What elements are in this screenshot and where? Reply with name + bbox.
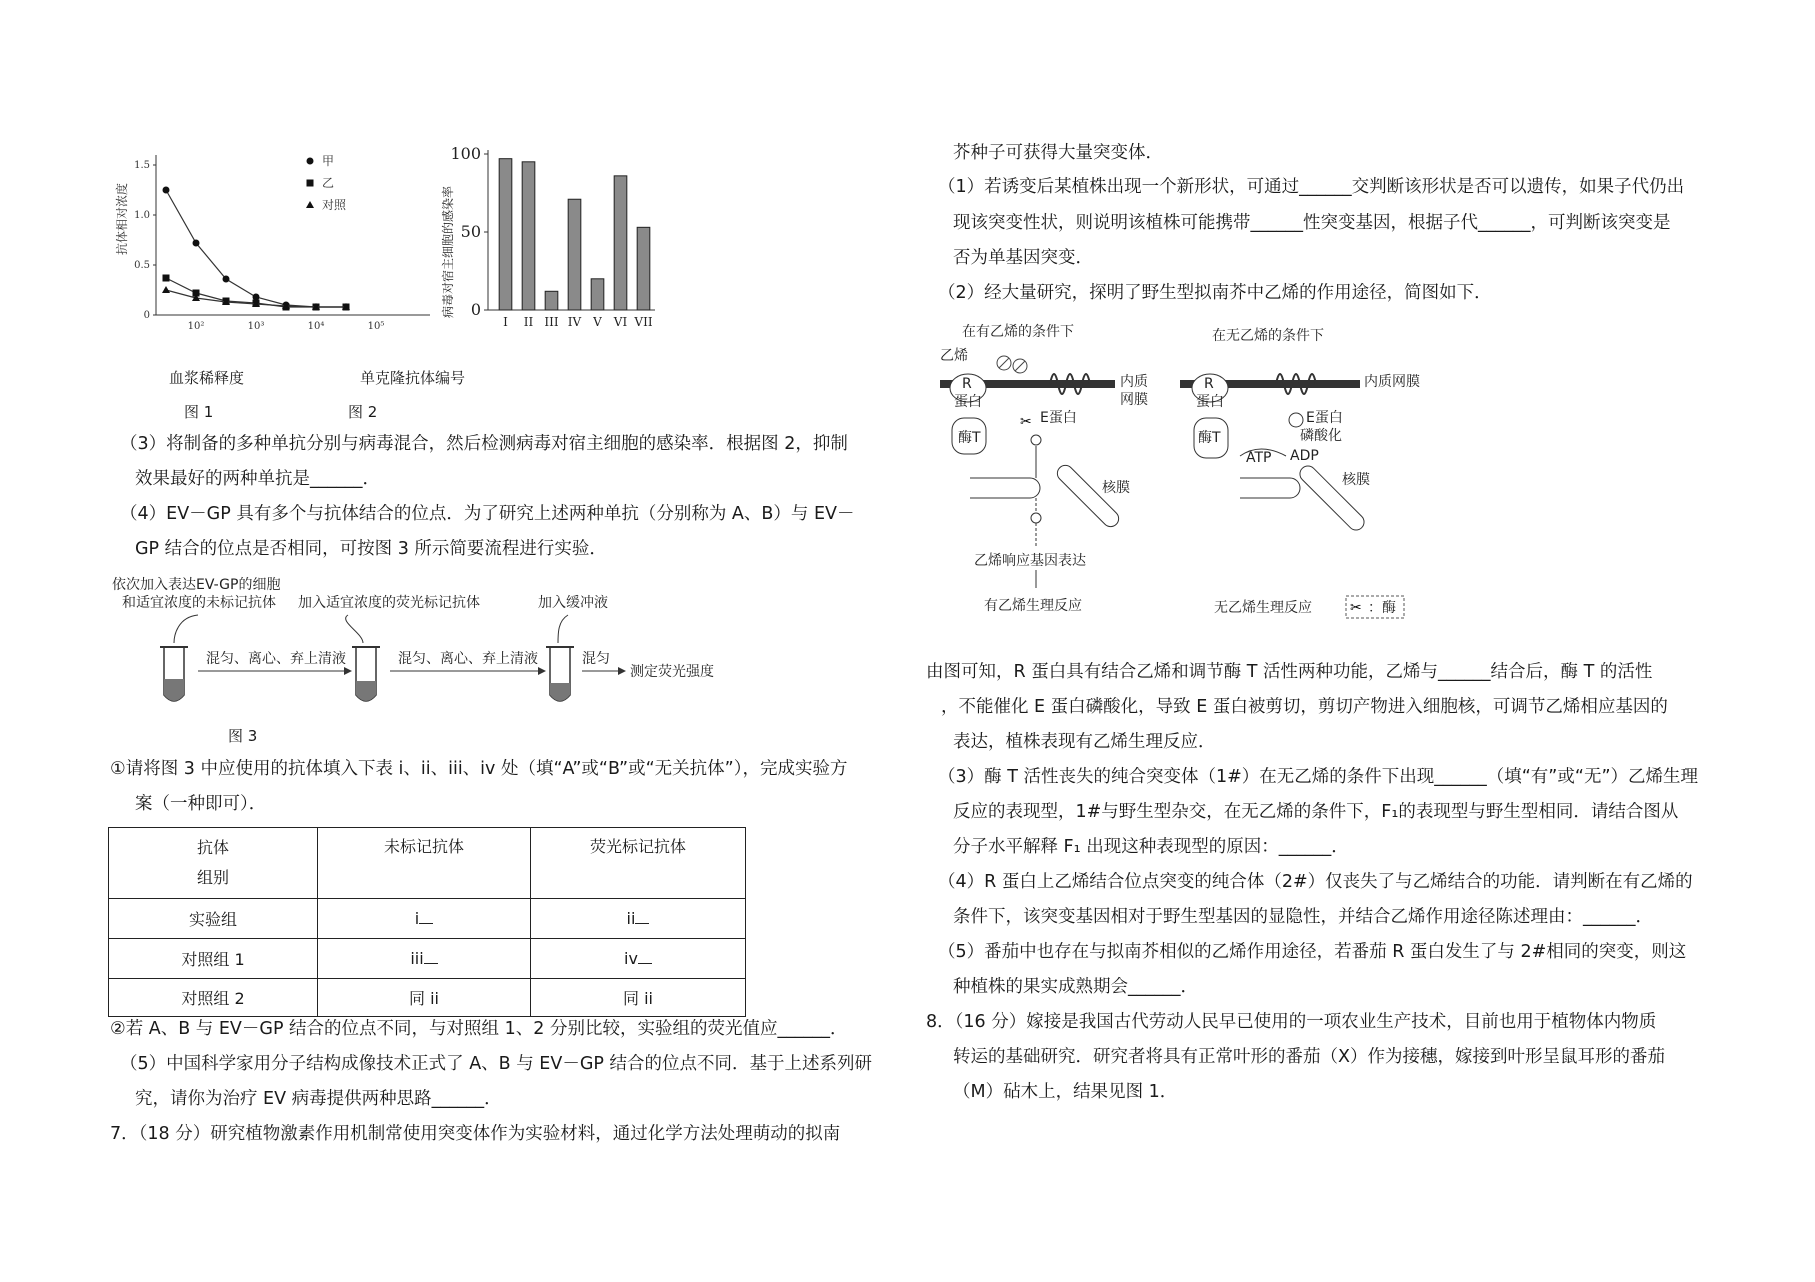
enzyme-t-right-icon	[1194, 418, 1228, 458]
y-tick-label: 0	[143, 310, 150, 321]
response-no-label: 无乙烯生理反应	[1214, 600, 1312, 616]
x-tick-label: 10³	[247, 321, 265, 332]
bar	[591, 279, 604, 310]
arrow-1-label: 混匀、离心、弃上清液	[206, 651, 346, 667]
phosphorylation-label: 磷酸化	[1300, 428, 1342, 444]
tube-1-icon	[160, 647, 188, 701]
y-tick-label: 0	[470, 300, 481, 319]
er-label-l1: 内质	[1120, 374, 1148, 390]
gene-expression-label: 乙烯响应基因表达	[974, 553, 1086, 569]
bar	[522, 162, 535, 310]
right-panel-title: 在无乙烯的条件下	[1212, 328, 1324, 344]
q7-3-line-2: 反应的表现型，1#与野生型杂交，在无乙烯的条件下，F₁的表现型与野生型相同．请结合图从	[953, 802, 1679, 822]
tube-2-icon	[352, 647, 380, 701]
legend-marker	[307, 158, 314, 165]
bar	[499, 159, 512, 310]
q4-c1-line-2: 案（一种即可）．	[135, 794, 267, 814]
figure-3-caption: 图 3	[228, 727, 258, 745]
q7-3-line-1: （3）酶 T 活性丧失的纯合突变体（1#）在无乙烯的条件下出现______（填“有”或“无”）乙烯生理	[938, 767, 1699, 787]
enzyme-t-left-icon	[952, 418, 986, 454]
x-tick-label: III	[544, 315, 559, 329]
figure-1-plot	[114, 154, 430, 332]
legend-label: 甲	[322, 154, 335, 168]
x-tick-label: VI	[613, 315, 628, 329]
legend-label: 对照	[322, 198, 347, 212]
r-protein-left-icon	[950, 374, 986, 410]
e-protein-left-label: E蛋白	[1040, 410, 1077, 426]
adp-label: ADP	[1290, 448, 1319, 464]
table-row	[109, 899, 746, 939]
x-tick-label: I	[503, 315, 508, 329]
r-protein-right-icon	[1192, 374, 1228, 410]
ethylene-label: 乙烯	[940, 348, 968, 364]
x-tick-label: 10⁵	[367, 321, 385, 332]
svg-text:依次加入表达EV-GP的细胞: 依次加入表达EV-GP的细胞	[112, 577, 281, 593]
q7-2-line-1: （2）经大量研究，探明了野生型拟南芥中乙烯的作用途径，简图如下．	[938, 283, 1492, 303]
figure-2-xlabel: 单克隆抗体编号	[360, 369, 466, 387]
atp-label: ATP	[1246, 450, 1272, 466]
figure-2-chart	[440, 140, 680, 340]
q4-line-1: （4）EV－GP 具有多个与抗体结合的位点．为了研究上述两种单抗（分别称为 A、B）与 EV－	[120, 504, 855, 524]
figure-2-plot	[440, 144, 655, 329]
series-line	[166, 190, 346, 307]
step-2-label: 加入适宜浓度的荧光标记抗体	[298, 595, 480, 611]
nuclear-pore-left	[1054, 462, 1122, 530]
svg-text:R: R	[1204, 376, 1214, 392]
x-tick-label: 10²	[187, 321, 205, 332]
q7-1-line-2: 现该突变性状，则说明该植株可能携带______性突变基因，根据子代______，可判断该突变是	[953, 213, 1671, 233]
cell-same-ii-2: 同 ii	[531, 979, 746, 1017]
y-tick-label: 50	[460, 222, 481, 241]
arrow-3-label: 混匀	[582, 651, 610, 667]
q3-line-1: （3）将制备的多种单抗分别与病毒混合，然后检测病毒对宿主细胞的感染率．根据图 2，抑制	[120, 434, 848, 454]
q5-line-1: （5）中国科学家用分子结构成像技术正式了 A、B 与 EV－GP 结合的位点不同．基于上述系列研	[120, 1054, 873, 1074]
q7-3-line-3: 分子水平解释 F₁ 出现这种表现型的原因：______．	[953, 837, 1349, 857]
figure-3-diagram	[108, 575, 768, 715]
cell-iv: iv	[531, 939, 746, 979]
data-point	[163, 275, 170, 282]
bar	[614, 176, 627, 310]
cell-ii: ii	[531, 899, 746, 939]
q7-p-line-1: 由图可知，R 蛋白具有结合乙烯和调节酶 T 活性两种功能，乙烯与______结合后，酶 T 的活性	[926, 662, 1653, 682]
svg-text:酶T: 酶T	[958, 430, 981, 446]
data-point	[253, 294, 260, 301]
cell-i: i	[318, 899, 531, 939]
nuclear-envelope-left	[970, 478, 1040, 498]
y-axis-label: 病毒对宿主细胞的感染率	[441, 185, 455, 318]
y-axis-label: 抗体相对浓度	[115, 182, 129, 255]
header-group-label: 组别	[196, 868, 229, 887]
cell-same-ii-1: 同 ii	[318, 979, 531, 1017]
x-tick-label: VII	[634, 315, 653, 329]
y-tick-label: 0.5	[134, 260, 150, 271]
q7-1-line-3: 否为单基因突变．	[953, 248, 1093, 268]
q7-cont-line: 芥种子可获得大量突变体．	[953, 143, 1163, 163]
nuclear-label-left: 核膜	[1102, 480, 1130, 496]
q7-5-line-1: （5）番茄中也存在与拟南芥相似的乙烯作用途径，若番茄 R 蛋白发生了与 2#相同的突变，则这	[938, 942, 1687, 962]
ethylene-pathway-diagram	[940, 318, 1420, 628]
header-unlabeled: 未标记抗体	[318, 828, 531, 899]
legend-marker	[306, 201, 314, 208]
legend-label: 乙	[322, 176, 335, 190]
y-tick-label: 1.0	[134, 210, 150, 221]
data-point	[162, 286, 170, 293]
y-tick-label: 1.5	[134, 160, 150, 171]
table-row	[109, 979, 746, 1017]
figure-1-chart	[110, 145, 450, 345]
experiment-table	[108, 827, 746, 1017]
figure-2-caption: 图 2	[348, 403, 378, 421]
bar	[568, 199, 581, 310]
svg-text:和适宜浓度的未标记抗体: 和适宜浓度的未标记抗体	[122, 595, 276, 611]
data-point	[193, 240, 200, 247]
step-1-label	[112, 576, 280, 611]
left-panel-title: 在有乙烯的条件下	[962, 324, 1074, 340]
cleaved-fragment-icon	[1031, 435, 1041, 445]
result-label: 测定荧光强度	[630, 664, 714, 680]
er-label-l2: 网膜	[1120, 392, 1148, 408]
legend-scissors-icon: ✂	[1350, 600, 1362, 616]
x-tick-label: V	[593, 315, 602, 329]
q4-line-2: GP 结合的位点是否相同，可按图 3 所示简要流程进行实验．	[135, 539, 607, 559]
svg-text:蛋白: 蛋白	[954, 394, 982, 410]
tube-3-icon	[546, 647, 574, 701]
q5-line-2: 究，请你为治疗 EV 病毒提供两种思路______．	[135, 1089, 502, 1109]
legend-marker	[307, 180, 314, 187]
ethylene-molecule-icon	[997, 356, 1027, 373]
y-tick-label: 100	[450, 144, 481, 163]
response-yes-label: 有乙烯生理反应	[984, 598, 1082, 614]
step-3-label: 加入缓冲液	[538, 595, 608, 611]
e-protein-right-label: E蛋白	[1306, 410, 1343, 426]
x-tick-label: II	[523, 315, 534, 329]
q7-1-line-1: （1）若诱变后某植株出现一个新形状，可通过______交判断该形状是否可以遗传，如果子代仍出	[938, 177, 1685, 197]
scissors-icon: ✂	[1020, 414, 1032, 430]
er-label-right: 内质网膜	[1364, 374, 1420, 390]
q7-4-line-1: （4）R 蛋白上乙烯结合位点突变的纯合体（2#）仅丧失了与乙烯结合的功能．请判断在有乙烯的	[938, 872, 1693, 892]
nuclear-envelope-right	[1240, 478, 1300, 498]
figure-1-xlabel: 血浆稀释度	[169, 369, 245, 387]
q7-p-line-3: 表达，植株表现有乙烯生理反应．	[953, 732, 1216, 752]
data-point	[223, 276, 230, 283]
q7-5-line-2: 种植株的果实成熟期会______．	[953, 977, 1198, 997]
q4-c2: ②若 A、B 与 EV－GP 结合的位点不同，与对照组 1、2 分别比较，实验组的荧光值应______．	[110, 1019, 848, 1039]
table-header-row	[109, 828, 746, 899]
q8-line-3: （M）砧木上，结果见图 1．	[953, 1082, 1178, 1102]
dropper-1-icon	[174, 615, 198, 643]
bar	[637, 227, 650, 310]
dropper-2-icon	[346, 615, 363, 643]
q7-p-line-2: ，不能催化 E 蛋白磷酸化，导致 E 蛋白被剪切，剪切产物进入细胞核，可调节乙烯相应基因的	[941, 697, 1668, 717]
table-row	[109, 939, 746, 979]
svg-text:酶T: 酶T	[1198, 430, 1221, 446]
svg-text:蛋白: 蛋白	[1196, 394, 1224, 410]
q4-c1-line-1: ①请将图 3 中应使用的抗体填入下表 i、ii、iii、iv 处（填“A”或“B”或“无关抗体”），完成实验方	[110, 759, 848, 779]
legend-enzyme-label: ：酶	[1368, 600, 1396, 616]
x-tick-label: 10⁴	[307, 321, 325, 332]
arrow-2-label: 混匀、离心、弃上清液	[398, 651, 538, 667]
q8-line-1: 8．（16 分）嫁接是我国古代劳动人民早已使用的一项农业生产技术，目前也用于植物体内物质	[926, 1012, 1657, 1032]
row-group: 对照组 1	[109, 939, 318, 979]
cell-iii: iii	[318, 939, 531, 979]
q7-line-1: 7．（18 分）研究植物激素作用机制常使用突变体作为实验材料，通过化学方法处理萌动的拟南	[110, 1124, 841, 1144]
q8-line-2: 转运的基础研究．研究者将具有正常叶形的番茄（X）作为接穗，嫁接到叶形呈鼠耳形的番茄	[953, 1047, 1665, 1067]
bar	[545, 291, 558, 310]
header-antibody-label: 抗体	[196, 838, 229, 857]
header-group-cell	[109, 828, 318, 899]
row-group: 对照组 2	[109, 979, 318, 1017]
x-tick-label: IV	[567, 315, 582, 329]
q3-line-2: 效果最好的两种单抗是______．	[135, 469, 380, 489]
nuclear-label-right: 核膜	[1342, 472, 1370, 488]
svg-text:R: R	[962, 376, 972, 392]
header-fluorescent: 荧光标记抗体	[531, 828, 746, 899]
row-group: 实验组	[109, 899, 318, 939]
data-point	[163, 187, 170, 194]
figure-1-caption: 图 1	[184, 403, 214, 421]
q7-4-line-2: 条件下，该突变基因相对于野生型基因的显隐性，并结合乙烯作用途径陈述理由：______．	[953, 907, 1653, 927]
dropper-3-icon	[558, 615, 568, 643]
